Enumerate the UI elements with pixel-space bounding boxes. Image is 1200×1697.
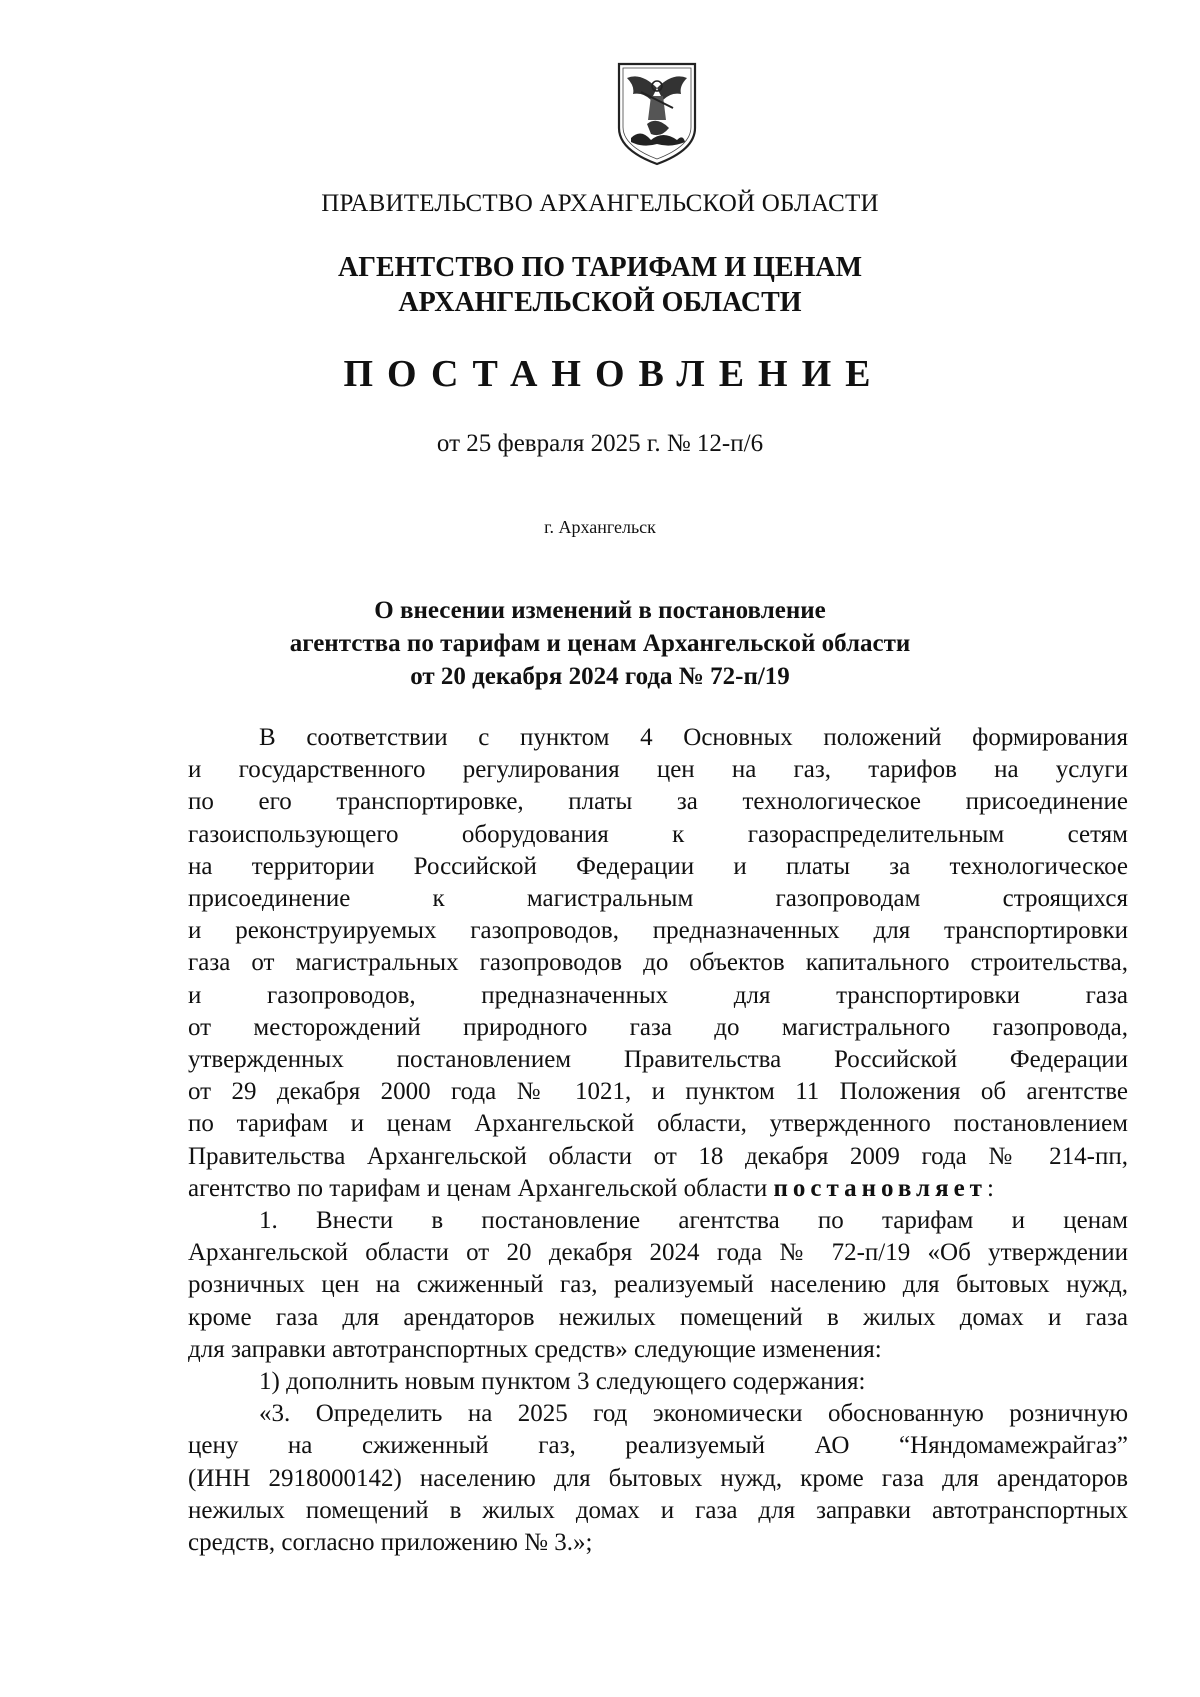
document-title bbox=[0, 594, 1200, 693]
decrees-keyword: постановляет bbox=[773, 1174, 987, 1202]
text-line: и государственного регулирования цен на газ, тарифов на услуги bbox=[188, 756, 1128, 784]
coat-of-arms-icon bbox=[611, 58, 703, 168]
agency-name bbox=[0, 250, 1200, 320]
text-line: розничных цен на сжиженный газ, реализуемый населению для бытовых нужд, bbox=[188, 1271, 1128, 1299]
agency-name-line-2: АРХАНГЕЛЬСКОЙ ОБЛАСТИ bbox=[398, 287, 802, 318]
text-line: и реконструируемых газопроводов, предназначенных для транспортировки bbox=[188, 917, 1128, 945]
text-line: Правительства Архангельской области от 18 декабря 2009 года № 214-пп, bbox=[188, 1142, 1128, 1170]
text-line: и газопроводов, предназначенных для транспортировки газа bbox=[188, 981, 1128, 1009]
text-line: по тарифам и ценам Архангельской области, утвержденного постановлением bbox=[188, 1110, 1128, 1138]
document-body bbox=[188, 722, 1128, 1559]
text-line: средств, согласно приложению № 3.»; bbox=[188, 1529, 593, 1557]
text-line: (ИНН 2918000142) населению для бытовых нужд, кроме газа для арендаторов bbox=[188, 1464, 1128, 1492]
text-line bbox=[188, 1173, 1128, 1205]
text-line: для заправки автотранспортных средств» следующие изменения: bbox=[188, 1335, 882, 1363]
text-line: В соответствии с пунктом 4 Основных положений формирования bbox=[259, 724, 1128, 751]
text-line: газа от магистральных газопроводов до объектов капитального строительства, bbox=[188, 949, 1128, 977]
title-line-1: О внесении изменений в постановление bbox=[374, 597, 826, 624]
text-line: Архангельской области от 20 декабря 2024 года № 72-п/19 «Об утверждении bbox=[188, 1239, 1128, 1267]
text-line: кроме газа для арендаторов нежилых помещений в жилых домах и газа bbox=[188, 1303, 1128, 1331]
text-line: присоединение к магистральным газопроводам строящихся bbox=[188, 885, 1128, 913]
paragraph-subitem-1 bbox=[188, 1366, 1128, 1398]
text-line: 1) дополнить новым пунктом 3 следующего содержания: bbox=[259, 1368, 866, 1396]
text-line: по его транспортировке, платы за технологическое присоединение bbox=[188, 788, 1128, 816]
paragraph-new-point-3 bbox=[188, 1398, 1128, 1559]
text-line: «3. Определить на 2025 год экономически обоснованную розничную bbox=[259, 1400, 1128, 1428]
text-line: нежилых помещений в жилых домах и газа для заправки автотранспортных bbox=[188, 1496, 1128, 1524]
text-fragment: агентство по тарифам и ценам Архангельской области bbox=[188, 1174, 774, 1202]
text-line: газоиспользующего оборудования к газораспределительным сетям bbox=[188, 820, 1128, 848]
title-line-3: от 20 декабря 2024 года № 72-п/19 bbox=[410, 663, 790, 690]
text-line: утвержденных постановлением Правительства Российской Федерации bbox=[188, 1046, 1128, 1074]
document-date-number: от 25 февраля 2025 г. № 12-п/6 bbox=[436, 430, 764, 457]
document-city: г. Архангельск bbox=[544, 517, 656, 537]
text-line: цену на сжиженный газ, реализуемый АО “Няндомамежрайгаз” bbox=[188, 1432, 1128, 1460]
paragraph-preamble bbox=[188, 722, 1128, 1205]
title-line-2: агентства по тарифам и ценам Архангельской области bbox=[289, 630, 911, 657]
text-line: 1. Внести в постановление агентства по тарифам и ценам bbox=[259, 1207, 1128, 1235]
government-name: ПРАВИТЕЛЬСТВО АРХАНГЕЛЬСКОЙ ОБЛАСТИ bbox=[321, 190, 879, 217]
text-line: на территории Российской Федерации и платы за технологическое bbox=[188, 852, 1128, 880]
text-line: от 29 декабря 2000 года № 1021, и пунктом 11 Положения об агентстве bbox=[188, 1078, 1128, 1106]
text-line: от месторождений природного газа до магистрального газопровода, bbox=[188, 1013, 1128, 1041]
paragraph-item-1 bbox=[188, 1205, 1128, 1366]
agency-name-line-1: АГЕНТСТВО ПО ТАРИФАМ И ЦЕНАМ bbox=[337, 252, 863, 283]
text-fragment: : bbox=[986, 1174, 994, 1202]
document-type: ПОСТАНОВЛЕНИЕ bbox=[343, 353, 885, 395]
